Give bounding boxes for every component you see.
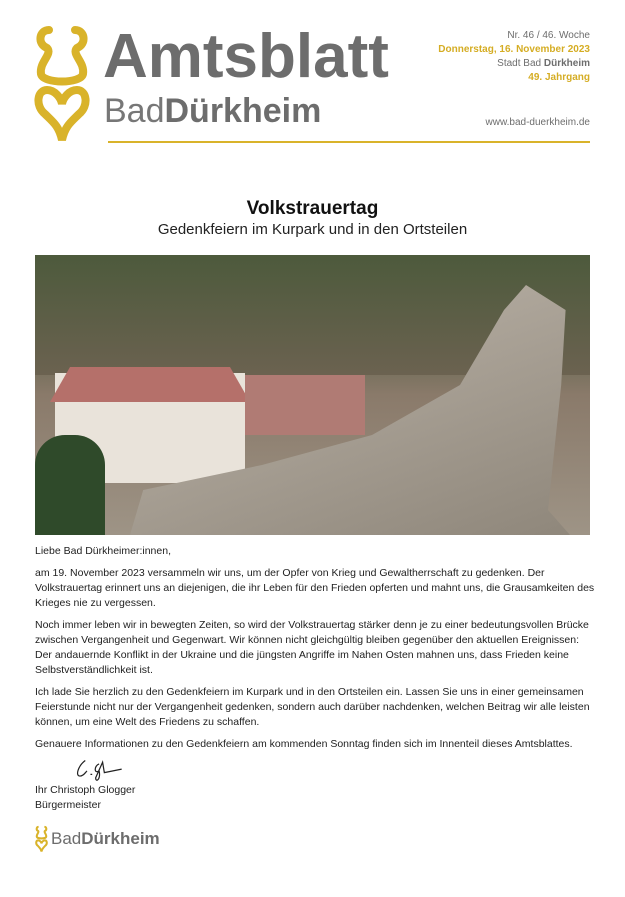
signature <box>65 757 135 783</box>
memorial-sculpture-photo <box>35 255 590 535</box>
paragraph-4: Genauere Informationen zu den Gedenkfeiern am kommenden Sonntag finden sich im Innenteil dieses Amtsblattes. <box>35 738 573 750</box>
paragraph-2: Noch immer leben wir in bewegten Zeiten, so wird der Volkstrauertag stärker denn je zu einer bedeutungsvollen Brücke zwischen Vergangenheit und Gegenwart. Wir können nicht gleichgültig bleiben gegenüber den aktuellen Ereignissen: Der andauernde Konflikt in der Ukraine und die jüngsten Angriffe im Nahen Osten mahnen uns, dass Frieden keine Selbstverständlichkeit ist. <box>35 619 589 676</box>
article-title: Volkstrauertag <box>246 198 379 219</box>
greeting: Liebe Bad Dürkheimer:innen, <box>35 545 171 557</box>
signoff-role: Bürgermeister <box>35 799 101 811</box>
paragraph-3: Ich lade Sie herzlich zu den Gedenkfeiern im Kurpark und in den Ortsteilen ein. Lassen Sie uns in einer gemeinsamen Feierstunde nicht nur der Vergangenheit gedenken, sondern auch darüber nachdenken, welchen Beitrag wir alle leisten können, um eine Welt des Friedens zu schaffen. <box>35 686 590 728</box>
masthead-town <box>104 94 321 128</box>
city-bold: Dürkheim <box>543 58 590 69</box>
masthead-title: Amtsblatt <box>103 22 389 91</box>
town-bold: Dürkheim <box>164 92 322 130</box>
issue-date: Donnerstag, 16. November 2023 <box>438 44 590 55</box>
issue-info <box>438 29 590 85</box>
signoff-name: Ihr Christoph Glogger <box>35 784 136 796</box>
volume: 49. Jahrgang <box>528 72 590 83</box>
letter-body <box>35 544 595 853</box>
issue-number: Nr. 46 / 46. Woche <box>507 30 590 41</box>
footer-logo-symbol <box>35 825 48 853</box>
footer-logo-bold: Dürkheim <box>81 829 160 848</box>
city <box>438 57 590 71</box>
bad-duerkheim-logo-symbol <box>33 22 91 146</box>
article-subtitle: Gedenkfeiern im Kurpark und in den Ortsteilen <box>157 221 468 238</box>
paragraph-1: am 19. November 2023 versammeln wir uns, um der Opfer von Krieg und Gewaltherrschaft zu gedenken. Der Volkstrauertag erinnert uns an diejenigen, die ihr Leben für den Frieden opferten und mahnt uns, die Grausamkeiten des Krieges nie zu vergessen. <box>35 567 595 609</box>
footer-logo-light: Bad <box>51 829 82 848</box>
footer-logo <box>35 825 595 853</box>
header-rule <box>108 141 590 143</box>
town-light: Bad <box>104 92 165 130</box>
website-link[interactable]: www.bad-duerkheim.de <box>485 117 590 128</box>
city-prefix: Stadt Bad <box>497 58 544 69</box>
footer-logo-text <box>51 829 160 849</box>
